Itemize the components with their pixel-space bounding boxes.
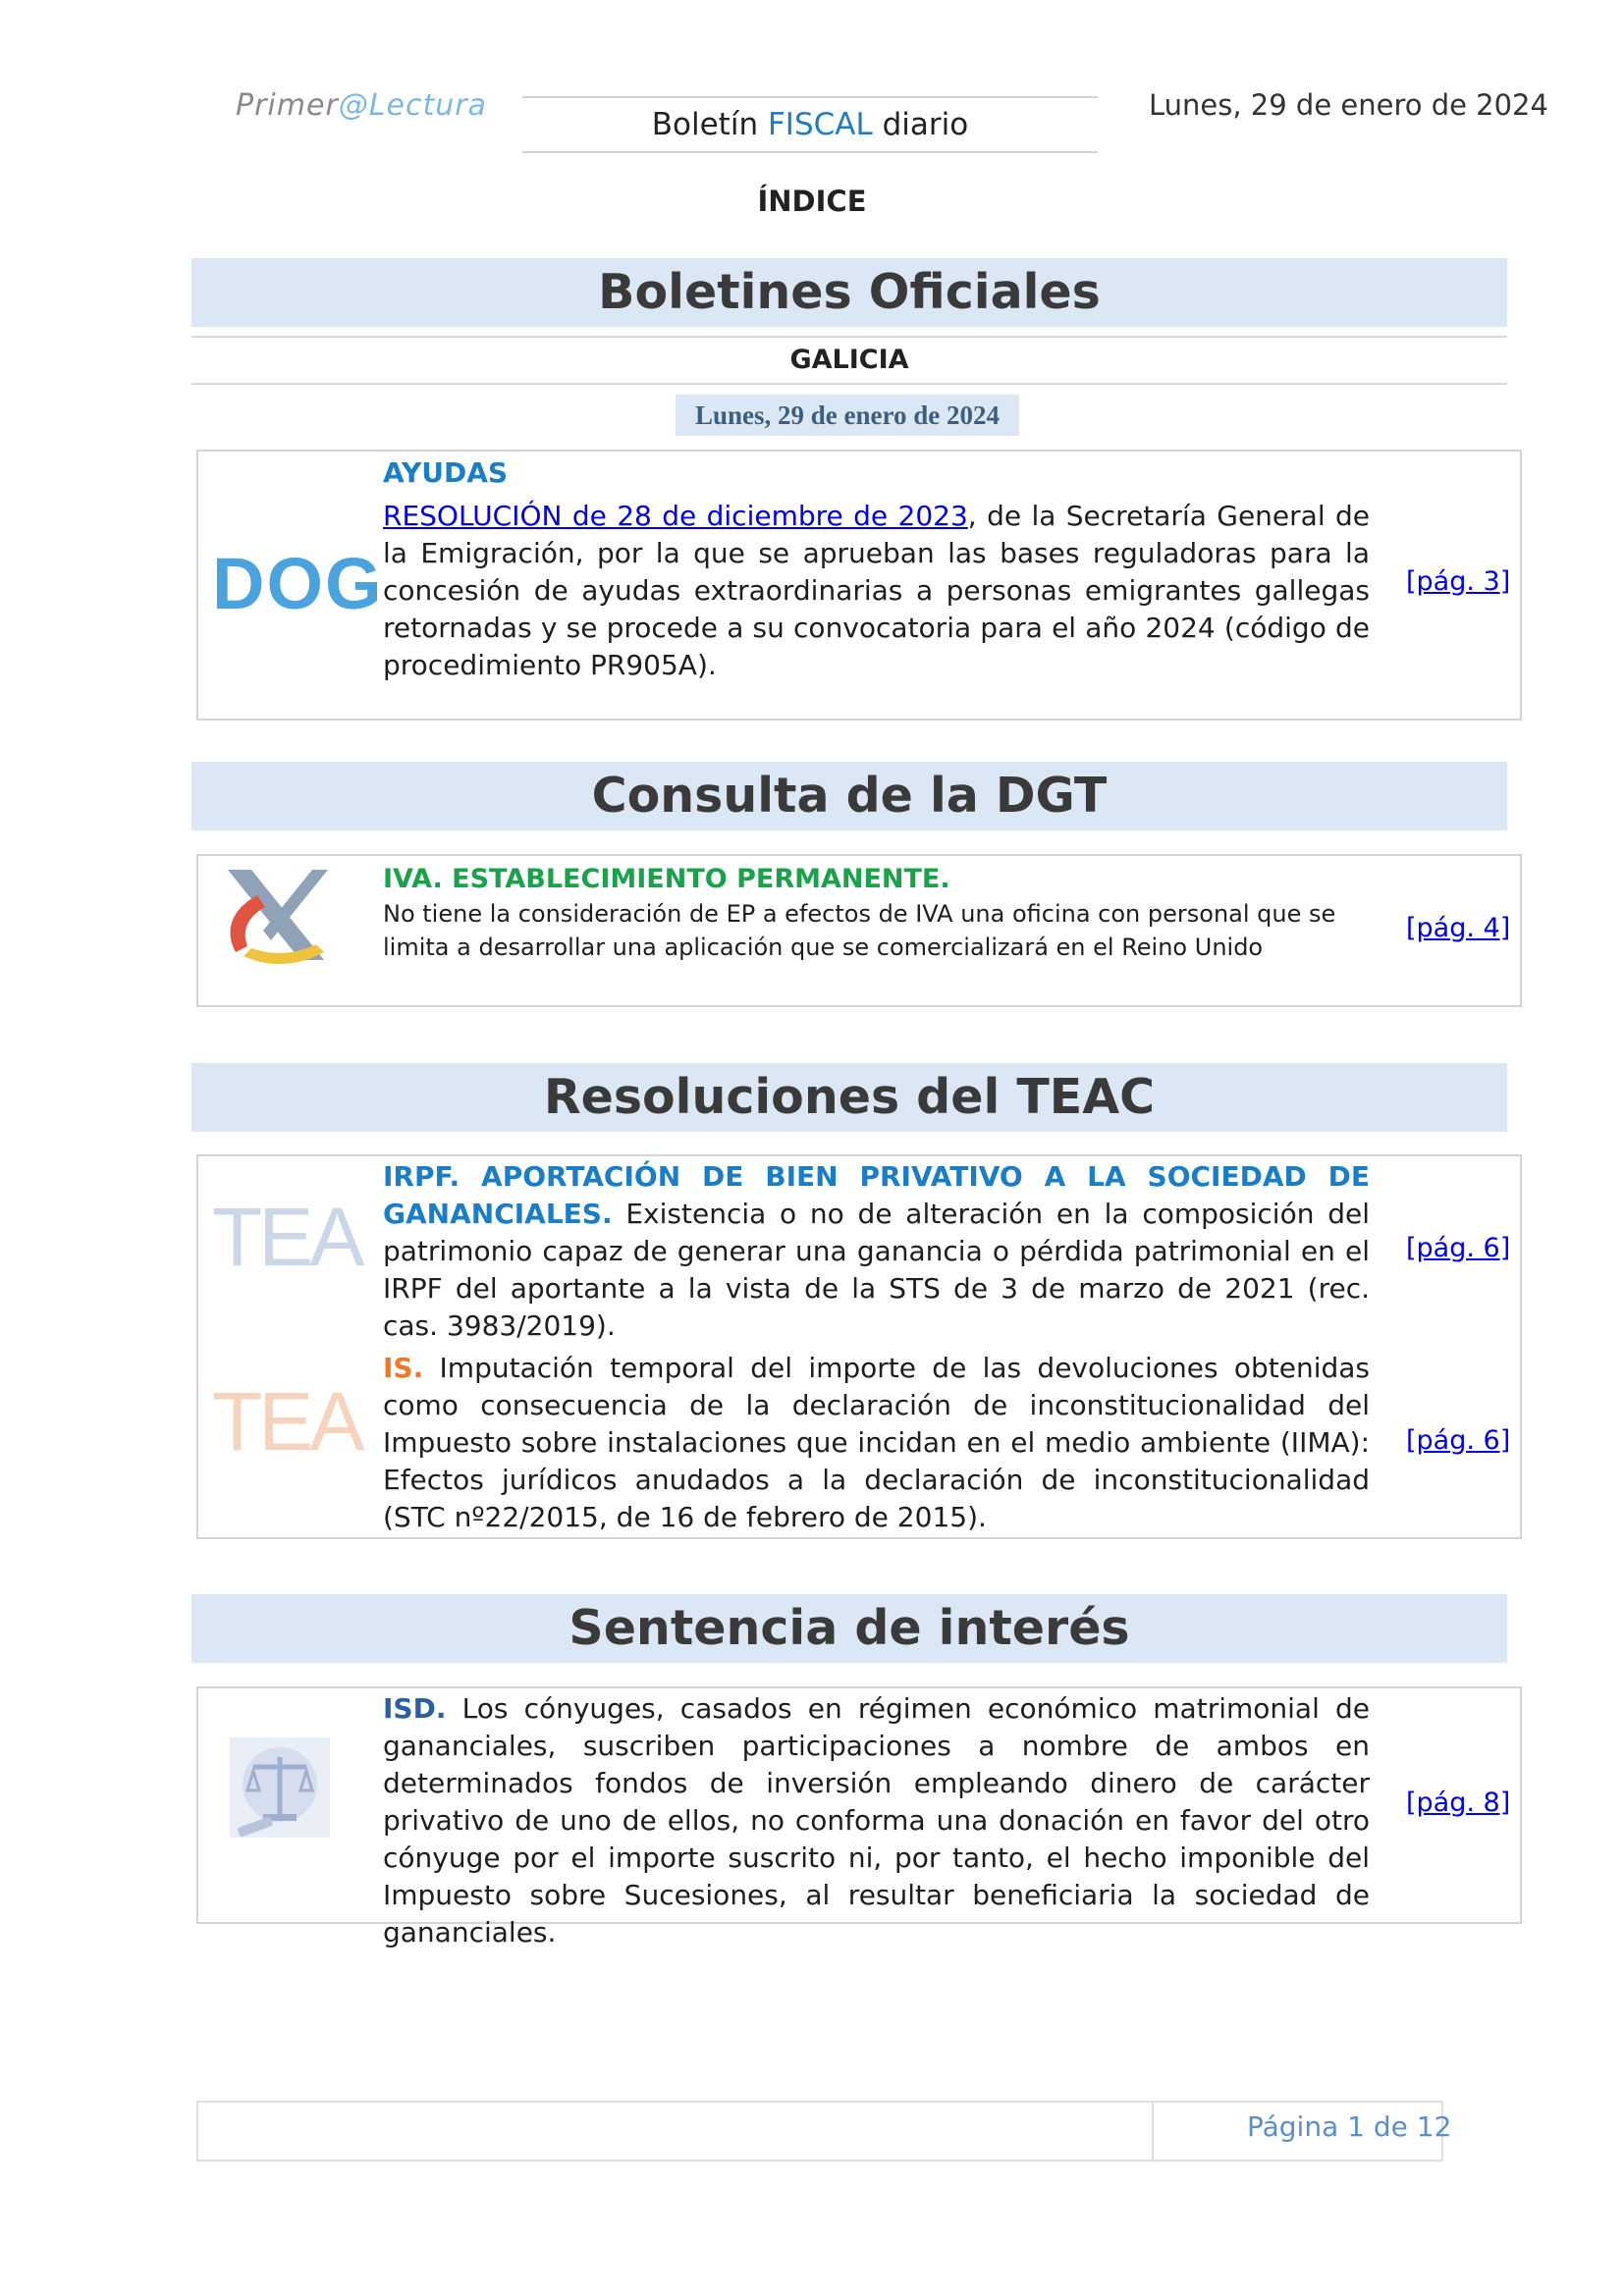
brand-logo xyxy=(236,88,487,123)
teac-is-keyword: IS. xyxy=(383,1352,424,1384)
bulletin-suffix: diario xyxy=(882,107,969,142)
brand-part1: Primer xyxy=(236,88,339,123)
teac-is-page-link[interactable]: [pág. 6] xyxy=(1406,1425,1511,1456)
header-date: Lunes, 29 de enero de 2024 xyxy=(1149,88,1548,122)
boletines-keyword: AYUDAS xyxy=(383,456,509,489)
dgt-body: No tiene la consideración de EP a efectos de IVA una oficina con personal que se limita a desarrollar una aplicación que se comercializará en el Reino Unido xyxy=(383,900,1336,961)
index-title: ÍNDICE xyxy=(757,185,867,218)
teac-is-body: Imputación temporal del importe de las devoluciones obtenidas como consecuencia de la declaración de inconstitucionalidad del Impuesto sobre instalaciones que incidan en el medio ambiente (IIMA): Efectos jurídicos anudados a la declaración de inconstitucionalidad (STC nº22/2015, de 16 de febrero de 2015). xyxy=(383,1352,1370,1533)
sentencia-entry xyxy=(383,1690,1370,1951)
dog-logo: DOG xyxy=(212,543,384,624)
dgt-entry xyxy=(383,862,1370,964)
tea-logo-orange: TEA xyxy=(212,1375,361,1468)
scales-of-justice-icon xyxy=(228,1735,332,1840)
section-sentencia-title: Sentencia de interés xyxy=(191,1594,1507,1663)
brand-part2: Lectura xyxy=(368,88,487,123)
teac-irpf-page-link[interactable]: [pág. 6] xyxy=(1406,1233,1511,1263)
bulletin-prefix: Boletín xyxy=(651,107,759,142)
teac-irpf-keyword: IRPF. APORTACIÓN DE BIEN PRIVATIVO A LA SOCIEDAD DE GANANCIALES. xyxy=(383,1160,1370,1230)
boletines-entry xyxy=(383,454,1370,684)
boletines-date: Lunes, 29 de enero de 2024 xyxy=(676,395,1019,436)
section-dgt-title: Consulta de la DGT xyxy=(191,762,1507,830)
section-teac-title: Resoluciones del TEAC xyxy=(191,1063,1507,1132)
bulletin-highlight: FISCAL xyxy=(767,107,873,142)
aeat-logo-icon xyxy=(214,862,332,968)
bulletin-title xyxy=(522,96,1098,153)
section-boletines-title: Boletines Oficiales xyxy=(191,258,1507,327)
footer-divider xyxy=(1152,2101,1154,2162)
boletines-page-link[interactable]: [pág. 3] xyxy=(1406,566,1511,597)
sentencia-keyword: ISD. xyxy=(383,1692,447,1725)
brand-at: @ xyxy=(338,88,369,123)
dgt-page-link[interactable]: [pág. 4] xyxy=(1406,913,1511,943)
region-label: GALICIA xyxy=(191,336,1507,385)
page-number: Página 1 de 12 xyxy=(1247,2110,1452,2143)
sentencia-page-link[interactable]: [pág. 8] xyxy=(1406,1788,1511,1818)
dgt-keyword: IVA. ESTABLECIMIENTO PERMANENTE. xyxy=(383,864,950,894)
teac-entry-irpf xyxy=(383,1158,1370,1345)
resolution-link[interactable]: RESOLUCIÓN de 28 de diciembre de 2023 xyxy=(383,500,968,532)
boletines-body: , de la Secretaría General de la Emigración, por la que se aprueban las bases reguladoras para la concesión de ayudas extraordinarias a personas emigrantes gallegas retornadas y se procede a su convocatoria para el año 2024 (código de procedimiento PR905A). xyxy=(383,500,1370,681)
sentencia-body: Los cónyuges, casados en régimen económico matrimonial de gananciales, suscriben participaciones a nombre de ambos en determinados fondos de inversión empleando dinero de carácter privativo de uno de ellos, no conforma una donación en favor del otro cónyuge por el importe suscrito ni, por tanto, el hecho imponible del Impuesto sobre Sucesiones, al resultar beneficiaria la sociedad de gananciales. xyxy=(383,1692,1370,1949)
teac-irpf-body: Existencia o no de alteración en la composición del patrimonio capaz de generar una ganancia o pérdida patrimonial en el IRPF del aportante a la vista de la STS de 3 de marzo de 2021 (rec. cas. 3983/2019). xyxy=(383,1198,1370,1342)
teac-entry-is xyxy=(383,1350,1370,1536)
tea-logo-blue: TEA xyxy=(212,1191,361,1283)
